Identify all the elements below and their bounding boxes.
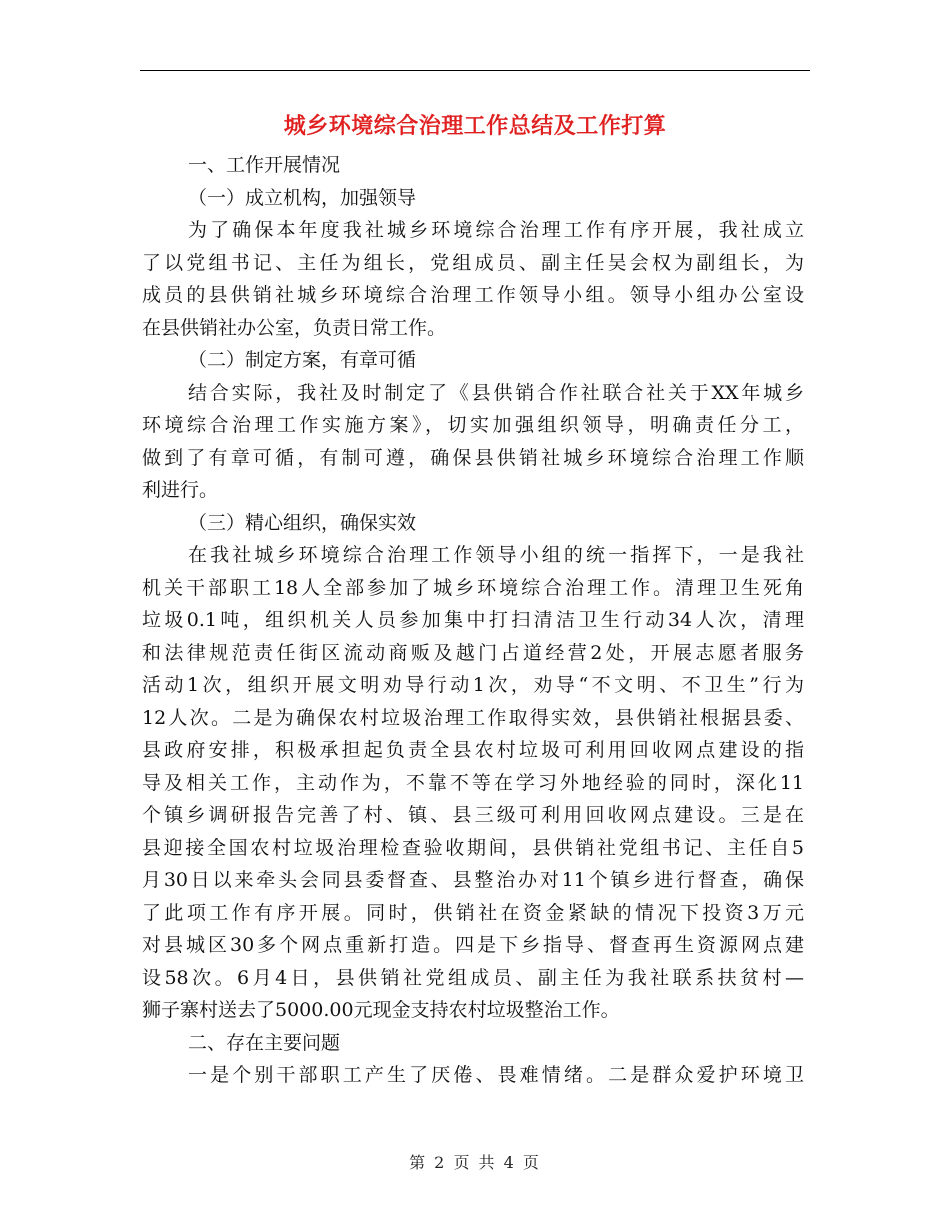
paragraph-line: 结合实际，我社及时制定了《县供销合作社联合社关于XX年城乡 <box>188 381 804 404</box>
subsection-heading: （三）精心组织，确保实效 <box>188 511 417 534</box>
paragraph-line: 了以党组书记、主任为组长，党组成员、副主任吴会权为副组长，为 <box>142 251 804 274</box>
paragraph-line: 环境综合治理工作实施方案》，切实加强组织领导，明确责任分工， <box>142 414 804 436</box>
paragraph-line: 在县供销社办公室，负责日常工作。 <box>142 316 447 339</box>
paragraph-line: 个镇乡调研报告完善了村、镇、县三级可利用回收网点建设。三是在 <box>142 804 804 826</box>
paragraph-line: 为了确保本年度我社城乡环境综合治理工作有序开展，我社成立 <box>188 219 804 241</box>
page-number-footer: 第 2 页 共 4 页 <box>409 1153 541 1172</box>
paragraph-line: 月30日以来牵头会同县委督查、县整治办对11个镇乡进行督查，确保 <box>142 869 804 891</box>
paragraph-line: 导及相关工作，主动作为，不靠不等在学习外地经验的同时，深化11 <box>142 771 804 794</box>
paragraph-line: 狮子寨村送去了5000.00元现金支持农村垃圾整治工作。 <box>142 999 620 1021</box>
paragraph-line: 12人次。二是为确保农村垃圾治理工作取得实效，县供销社根据县委、 <box>142 706 804 729</box>
paragraph-line: 一是个别干部职工产生了厌倦、畏难情绪。二是群众爱护环境卫 <box>188 1064 804 1086</box>
paragraph-line: 对县城区30多个网点重新打造。四是下乡指导、督查再生资源网点建 <box>142 934 804 956</box>
paragraph-line: 垃圾0.1吨，组织机关人员参加集中打扫清洁卫生行动34人次，清理 <box>142 609 804 631</box>
paragraph-line: 设58次。6月4日，县供销社党组成员、副主任为我社联系扶贫村— <box>142 966 804 989</box>
subsection-heading: （一）成立机构，加强领导 <box>188 186 417 209</box>
header-rule <box>140 70 810 71</box>
paragraph-line: 和法律规范责任街区流动商贩及越门占道经营2处，开展志愿者服务 <box>142 641 804 664</box>
section-heading: 二、存在主要问题 <box>188 1031 341 1054</box>
document-title: 城乡环境综合治理工作总结及工作打算 <box>283 114 667 139</box>
paragraph-line: 县迎接全国农村垃圾治理检查验收期间，县供销社党组书记、主任自5 <box>142 836 804 859</box>
paragraph-line: 在我社城乡环境综合治理工作领导小组的统一指挥下，一是我社 <box>188 544 804 566</box>
paragraph-line: 做到了有章可循，有制可遵，确保县供销社城乡环境综合治理工作顺 <box>142 446 804 469</box>
subsection-heading: （二）制定方案，有章可循 <box>188 349 417 371</box>
paragraph-line: 县政府安排，积极承担起负责全县农村垃圾可利用回收网点建设的指 <box>142 739 804 761</box>
section-heading: 一、工作开展情况 <box>188 154 341 176</box>
document-body <box>142 149 804 1092</box>
paragraph-line: 利进行。 <box>142 479 219 501</box>
paragraph-line: 活动1次，组织开展文明劝导行动1次，劝导“不文明、不卫生”行为 <box>142 674 804 696</box>
paragraph-line: 机关干部职工18人全部参加了城乡环境综合治理工作。清理卫生死角 <box>142 576 804 599</box>
paragraph-line: 了此项工作有序开展。同时，供销社在资金紧缺的情况下投资3万元 <box>142 901 804 924</box>
paragraph-line: 成员的县供销社城乡环境综合治理工作领导小组。领导小组办公室设 <box>142 284 804 306</box>
